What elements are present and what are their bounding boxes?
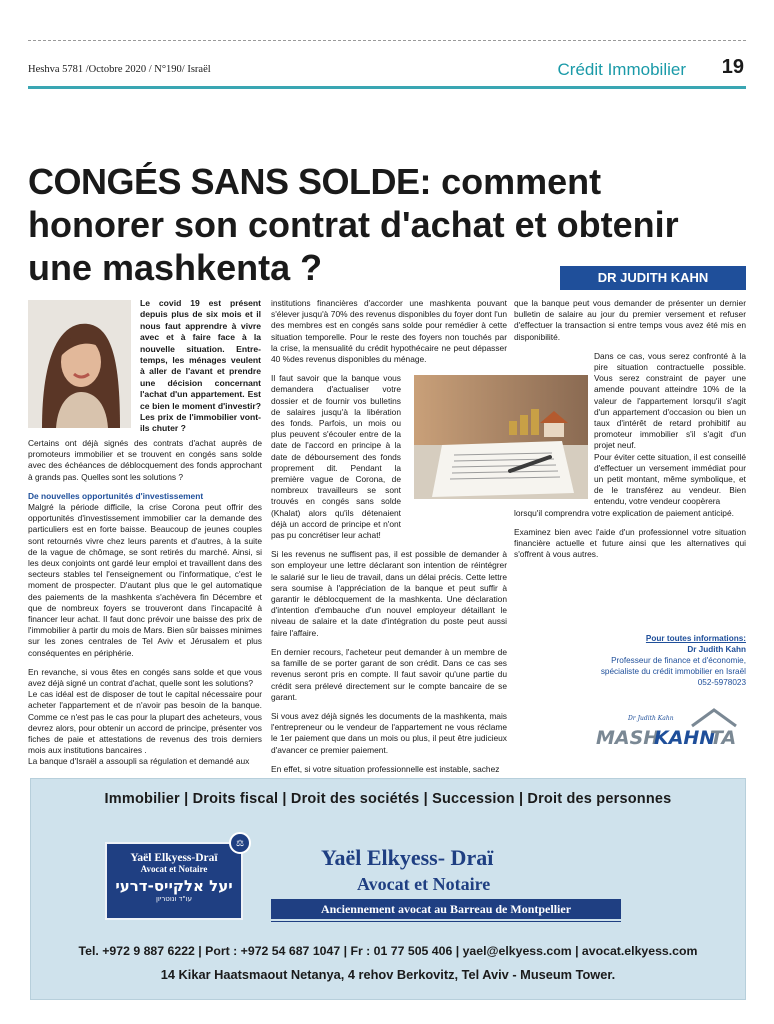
ad-role: Avocat et Notaire	[357, 874, 491, 894]
ad-card-hebrew-role: עו"ד ונוטריון	[155, 895, 193, 903]
col1-p4: Le cas idéal est de disposer de tout le capital nécessaire pour acheter l'appartement et de n'avoir pas besoin de la banque. Comme ce n'est pas le cas pour la plupart des acheteurs, vous devrez alors, pour obtenir un accord de principe, présenter vos fiches de paie et attestations de revenus des trois derniers mois aux institutions bancaires .	[28, 689, 262, 756]
lead-text: Le covid 19 est présent depuis plus de six mois et il nous faut apprendre à vivre avec et à faire face à la nouvelle situation. Entre-temps, les ménages veulent à aller de l'avant et prendre une décision concernant l'achat d'un appartement. Est ce bien le moment d'investir? Les prix de l'immobilier vont-ils chuter ?	[140, 298, 261, 434]
ad-former-bar: Anciennement avocat au Barreau de Montpellier	[271, 899, 621, 919]
headline-caps: CONGÉS SANS SOLDE:	[28, 161, 432, 202]
author-photo	[28, 300, 131, 428]
page-number: 19	[721, 56, 744, 78]
col2-p4: En dernier recours, l'acheteur peut demander à un membre de sa famille de se porter garant de son crédit. Dans ce cas ses revenus seront pris en compte. Il faut savoir qu'une partie du crédit sera prélevé directement sur le compte bancaire de se garant.	[271, 646, 507, 702]
col1-p3: En revanche, si vous êtes en congés sans solde et que vous avez déjà signé un contrat d'achat, quelle sont les solutions?	[28, 666, 262, 689]
ad-card-hebrew-name: יעל אלקייס-דרעי	[115, 877, 233, 895]
ad-practice-areas: Immobilier | Droits fiscal | Droit des sociétés | Succession | Droit des personnes	[104, 791, 672, 807]
col2-p6: En effet, si votre situation professionnelle est instable, sachez	[271, 763, 500, 774]
ad-card-role: Avocat et Notaire	[140, 864, 208, 874]
col1-p2: Malgré la période difficile, la crise Corona peut offrir des opportunités d'investissement immobilier car la demande des particuliers est en forte baisse. Beaucoup de jeunes couples sont retournés vivre chez leurs parents et d'autres, à la suite de la vague de chômage, se sont retirés du marché. Ainsi, si les deux conjoints ont gardé leur emploi et travaillent dans des secteurs stables tel l'enseignement ou l'informatique, c'est le moment de prospecter. D'autant plus que le gel automatique des paiements de la mashkenta s'achèvera fin Décembre et que de nombreux foyers se trouveront dans l'incapacité à financer leur achat. Il faut donc prévoir une baisse des prix de l'immobilier à partir du mois de Mars. Bien sûr baisses minimes sur les zones centrales de Tel Aviv et Jérusalem et plus conséquentes en périphérie.	[28, 502, 262, 658]
col3-p1: que la banque peut vous demander de présenter un dernier bulletin de salaire au jour du premier versement et refuser d'effectuer la transaction si entre temps vous avez été mis en disponibilité.	[514, 298, 746, 342]
ad-business-card	[105, 838, 245, 920]
column-1	[28, 438, 262, 776]
col1-subhead: De nouvelles opportunités d'investissement	[28, 490, 204, 501]
col3-p4: Examinez bien avec l'aide d'un professionnel votre situation financière actuelle et future ainsi que les alternatives qui s'offrent à vous autres.	[514, 526, 746, 560]
logo-small-text: Dr Judith Kahn	[628, 715, 674, 722]
advertisement	[30, 778, 746, 1000]
section-title: Crédit Immobilier	[557, 60, 686, 79]
col2-p3: Si les revenus ne suffisent pas, il est possible de demander à son employeur une lettre déclarant son intention de réintégrer le salarié sur le lieu de travail, dans un délai précis. Cette lettre sera soumise à l'appréciation de la banque et peut suffir à garantir le déblocquement de la mashkenta. Une déclaration d'intention d'embauche d'un nouvel employeur détaillant le niveau de salaire et la date d'intégration du poste peut aussi faire l'affaire.	[271, 549, 507, 638]
author-banner: DR JUDITH KAHN	[560, 266, 746, 290]
contact-role-2: spécialiste du crédit immobilier en Israël	[600, 667, 746, 676]
header-rule	[28, 86, 746, 89]
contact-box	[516, 633, 746, 688]
issue-info: Heshva 5781 /Octobre 2020 / N°190/ Israël	[28, 64, 211, 75]
lead-paragraph	[140, 298, 261, 435]
logo-brand-b: KAHN	[654, 727, 716, 749]
column-3	[514, 298, 746, 568]
col3-p2: Dans ce cas, vous serez confronté à la pire situation contractuelle possible. Vous serez constraint de payer une amende pouvant atteindre 10% de la valeur de l'appartement lorsqu'il s'agit d'un appartement d'occasion ou bien un taux d'intérêt de retard prohibitif au promoteur immobilier s'il s'agit d'un projet neuf.	[594, 350, 746, 451]
contact-phone: 052-5978023	[697, 678, 746, 687]
col2-p5: Si vous avez déjà signés les documents de la mashkenta, mais l'entrepreneur ou le vendeur de l'appartement ne vous réclame le 1er paiement que dans un mois ou plus, il peut être judicieux d'avancer ce premier paiement.	[271, 710, 507, 755]
col2-p1: institutions financières d'accorder une mashkenta pouvant s'élever jusqu'à 70% des revenus disponibles du foyer dont l'un des membres est en congés sans solde pour remédier à cette situation temporelle. Pour le reste des foyers non touchés par la crise, la mensualité du crédit hypothécaire ne peut dépasser 40 %des revenus disponibles du ménage.	[271, 298, 507, 365]
col1-p5: La banque d'Israël a assoupli sa régulation et demandé aux	[28, 756, 250, 767]
ad-divider	[271, 921, 621, 922]
ad-contacts: Tel. +972 9 887 6222 | Port : +972 54 687 1047 | Fr : 01 77 505 406 | yael@elkyess.com | avocat.elkyess.com	[78, 944, 698, 958]
headline-rest: comment honorer son contrat d'achat et obtenir une mashkenta ?	[28, 161, 679, 288]
ad-address: 14 Kikar Haatsmaout Netanya, 4 rehov Berkovitz, Tel Aviv - Museum Tower.	[160, 967, 616, 982]
mashkahnta-logo	[596, 704, 746, 756]
scales-icon: ⚖	[229, 832, 251, 854]
logo-brand-c: TA	[710, 727, 737, 749]
contact-name: Dr Judith Kahn	[687, 645, 746, 654]
ad-name: Yaël Elkyess- Draï	[321, 845, 494, 870]
col3-p3-end: lorsqu'il comprendra votre explication de paiement anticipé.	[514, 507, 734, 518]
top-dashed-rule	[28, 40, 746, 41]
page-header	[28, 58, 746, 84]
contact-role-1: Professeur de finance et d'économie,	[611, 656, 746, 665]
contact-title: Pour toutes informations:	[645, 634, 746, 643]
ad-card-name: Yaël Elkyess-Draï	[130, 852, 218, 864]
col3-p3: Pour éviter cette situation, il est conseillé d'effectuer un versement immédiat pour un petit montant, même symbolique, et de le transférez au vendeur. Bien entendu, votre vendeur coopèrera	[594, 451, 746, 507]
col2-p2: Il faut savoir que la banque vous demandera d'actualiser votre dossier et de fournir vos bulletins de salaires jusqu'à la libération des fonds. Parfois, un mois ou plus peuvent s'écouler entre de la date de l'accord en principe à la date de déboursement des fonds proprement dit. Pendant la première vague de Corona, de nombreux travailleurs se sont trouvés en congés sans solde (Khalat) alors qu'ils détenaient déjà un accord de principe et n'ont pas pu concrétiser leur achat!	[271, 373, 401, 541]
col1-p1: Certains ont déjà signés des contrats d'achat auprès de promoteurs immobilier et se trouvent en congés sans solde avec des échéances de déblocquement des fonds approchant à grands pas. Quelles sont les solutions ?	[28, 438, 262, 482]
column-2	[271, 298, 507, 783]
logo-brand-a: MASH	[596, 727, 660, 749]
